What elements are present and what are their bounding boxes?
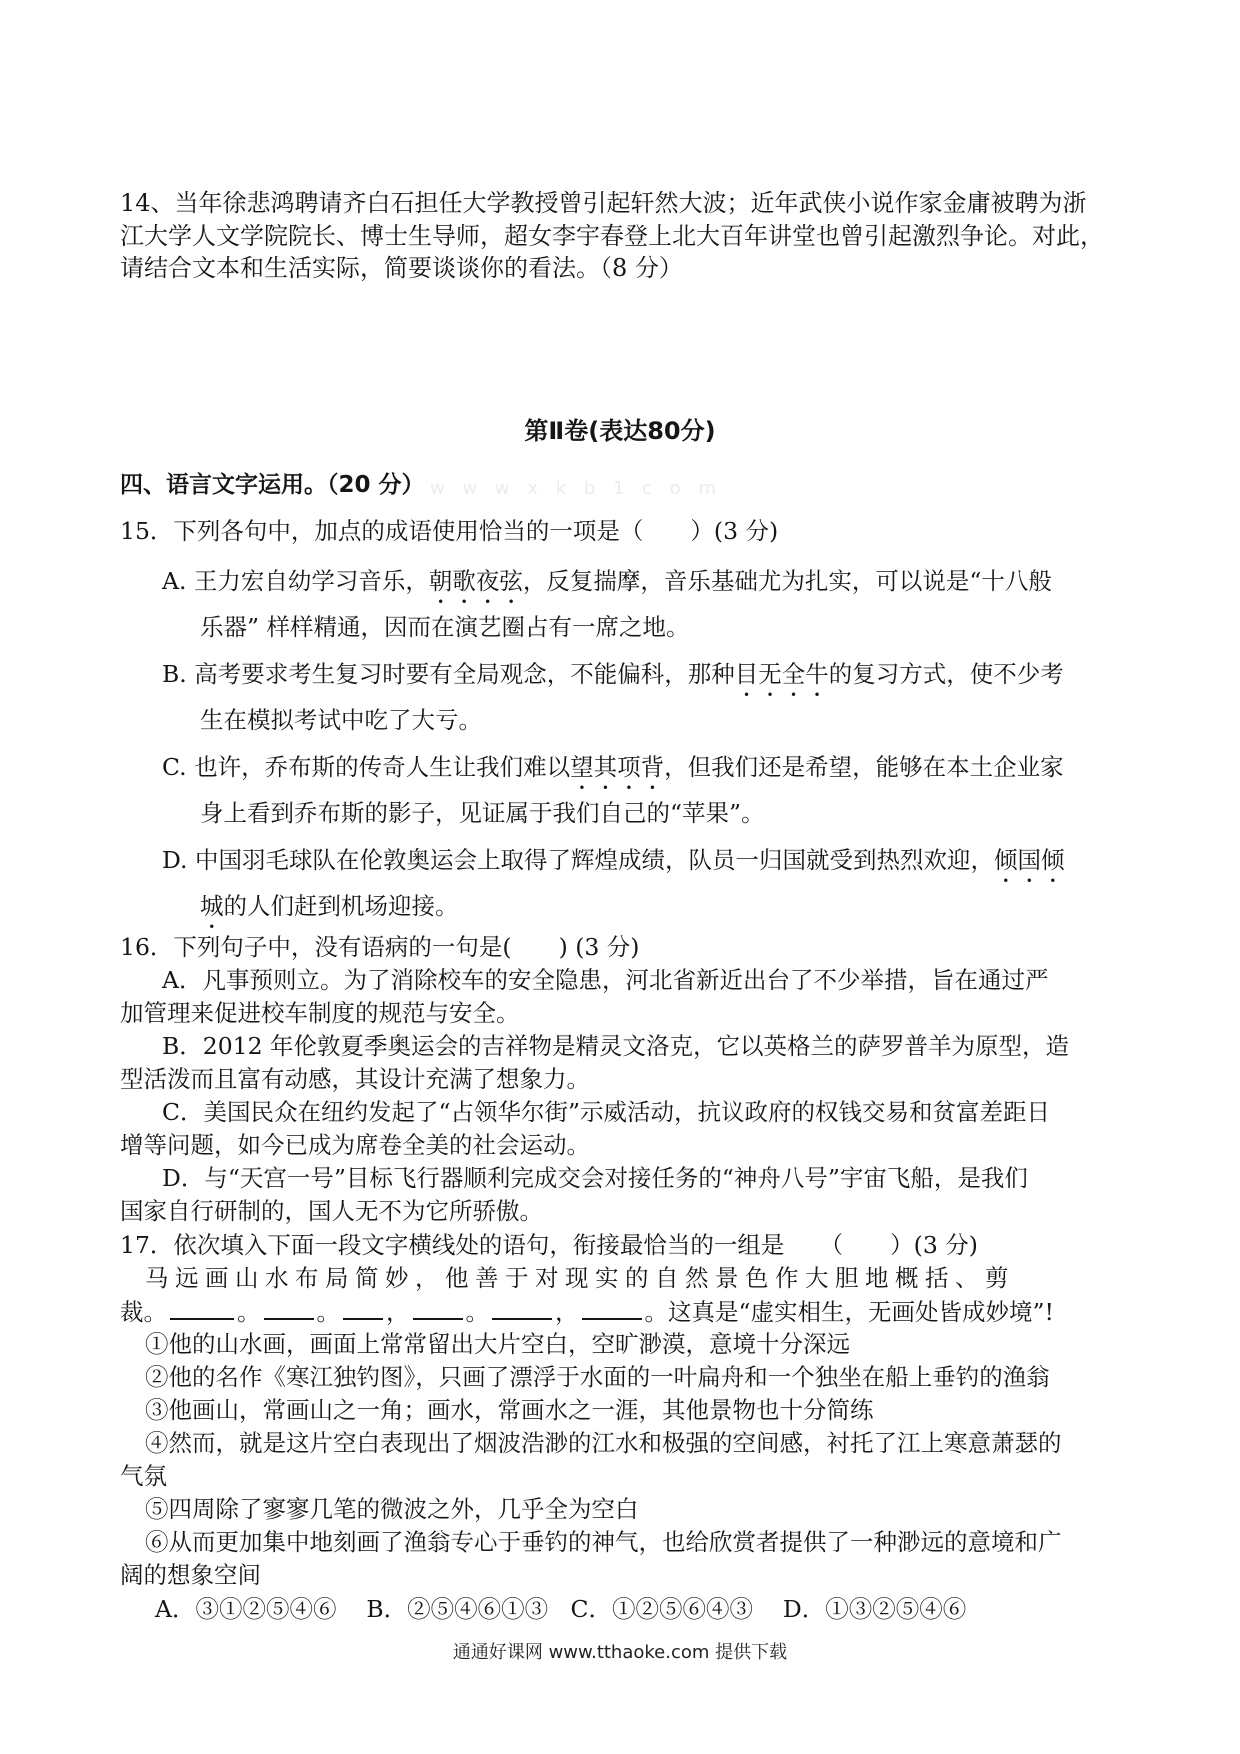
q15-b-idiom: 目无全牛: [734, 660, 829, 688]
q17-sentence-5: ⑤四周除了寥寥几笔的微波之外，几乎全为空白: [145, 1495, 639, 1523]
q15-a-idiom: 朝歌夜弦: [428, 567, 523, 595]
q16-option-b: B．2012 年伦敦夏季奥运会的吉祥物是精灵文洛克，它以英格兰的萨罗普羊为原型，造: [162, 1032, 1070, 1060]
q16-option-d-cont: 国家自行研制的，国人无不为它所骄傲。: [120, 1197, 543, 1225]
q17-stem: 17．依次填入下面一段文字横线处的语句，衔接最恰当的一组是 （ ）(3 分): [120, 1231, 978, 1259]
q17-separator: 。: [237, 1298, 261, 1326]
q17-passage-text-rest: 。这真是“虚实相生，无画处皆成妙境”!: [644, 1298, 1054, 1326]
q14-line-3: 请结合文本和生活实际，简要谈谈你的看法。（8 分）: [120, 254, 683, 282]
q15-a-text-rest: ，反复揣摩，音乐基础尤为扎实，可以说是“十八般: [522, 567, 1052, 595]
q17-passage-line-2: [120, 1294, 1054, 1329]
footer: 通通好课网 www.tthaoke.com 提供下载: [452, 1642, 788, 1663]
q16-option-b-cont: 型活泼而且富有动感，其设计充满了想象力。: [120, 1065, 590, 1093]
q14-line-1: 14、当年徐悲鸿聘请齐白石担任大学教授曾引起轩然大波；近年武侠小说作家金庸被聘为浙: [120, 189, 1087, 217]
q17-blank-5[interactable]: [492, 1294, 552, 1320]
q15-d-text: D. 中国羽毛球队在伦敦奥运会上取得了辉煌成绩，队员一归国就受到热烈欢迎，: [162, 846, 994, 874]
q15-option-d: [162, 843, 1064, 888]
q15-option-a: [162, 564, 1052, 609]
q17-separator: 。: [465, 1298, 489, 1326]
q15-d-idiom-cont: 城: [200, 892, 224, 920]
q15-d-idiom: 倾国倾: [993, 846, 1065, 874]
q14-line-2: 江大学人文学院院长、博士生导师，超女李宇春登上北大百年讲堂也曾引起激烈争论。对此，: [120, 222, 1104, 250]
q17-blank-3[interactable]: [343, 1294, 383, 1320]
q17-answer-options: A．③①②⑤④⑥ B．②⑤④⑥①③ C．①②⑤⑥④③ D．①③②⑤④⑥: [155, 1595, 967, 1623]
q17-separator: ，: [555, 1298, 579, 1326]
q15-option-a-cont: 乐器” 样样精通，因而在演艺圈占有一席之地。: [200, 613, 690, 641]
q15-a-text: A. 王力宏自幼学习音乐，: [162, 567, 429, 595]
q17-blank-1[interactable]: [170, 1294, 234, 1320]
q17-blank-4[interactable]: [413, 1294, 463, 1320]
q16-option-a-cont: 加管理来促进校车制度的规范与安全。: [120, 999, 520, 1027]
q17-sentence-1: ①他的山水画，画面上常常留出大片空白，空旷渺漠，意境十分深远: [145, 1330, 850, 1358]
q15-b-text: B. 高考要求考生复习时要有全局观念，不能偏科，那种: [162, 660, 735, 688]
q16-option-d: D．与“天宫一号”目标飞行器顺利完成交会对接任务的“神舟八号”宇宙飞船，是我们: [162, 1164, 1028, 1192]
q17-passage-line-1: 马远画山水布局简妙，他善于对现实的自然景色作大胆地概括、剪: [145, 1264, 1015, 1292]
q17-sentence-4-cont: 气氛: [120, 1462, 167, 1490]
q15-c-idiom: 望其项背: [570, 753, 665, 781]
q16-option-c: C．美国民众在纽约发起了“占领华尔街”示威活动，抗议政府的权钱交易和贫富差距日: [162, 1098, 1051, 1126]
q17-blank-2[interactable]: [264, 1294, 314, 1320]
q15-c-text: C. 也许，乔布斯的传奇人生让我们难以: [162, 753, 571, 781]
q15-option-c: [162, 750, 1064, 795]
q17-blank-6[interactable]: [582, 1294, 642, 1320]
q17-sentence-6-cont: 阔的想象空间: [120, 1561, 261, 1589]
q15-d-text-rest: 的人们赶到机场迎接。: [223, 892, 459, 920]
q15-option-d-cont: [200, 889, 459, 934]
q17-sentence-4: ④然而，就是这片空白表现出了烟波浩渺的江水和极强的空间感，衬托了江上寒意萧瑟的: [145, 1429, 1062, 1457]
q15-stem: 15．下列各句中，加点的成语使用恰当的一项是（ ）(3 分): [120, 517, 779, 545]
q16-stem: 16．下列句子中，没有语病的一句是( ) (3 分): [120, 933, 640, 961]
q17-sentence-3: ③他画山，常画山之一角；画水，常画水之一涯，其他景物也十分简练: [145, 1396, 874, 1424]
q15-b-text-rest: 的复习方式，使不少考: [828, 660, 1064, 688]
q16-option-a: A．凡事预则立。为了消除校车的安全隐患，河北省新近出台了不少举措，旨在通过严: [162, 966, 1049, 994]
q17-separator: ，: [386, 1298, 410, 1326]
q15-option-c-cont: 身上看到乔布斯的影子，见证属于我们自己的“苹果”。: [200, 799, 765, 827]
section-title: 第Ⅱ卷(表达80分): [524, 417, 716, 445]
q16-option-c-cont: 增等问题，如今已成为席卷全美的社会运动。: [120, 1131, 590, 1159]
q17-separator: 。: [316, 1298, 340, 1326]
q15-option-b: [162, 657, 1064, 702]
q17-sentence-2: ②他的名作《寒江独钓图》，只画了漂浮于水面的一叶扁舟和一个独坐在船上垂钓的渔翁: [145, 1363, 1050, 1391]
q17-passage-text: 裁。: [120, 1298, 167, 1326]
part-heading: 四、语言文字运用。（20 分）: [120, 472, 425, 498]
q15-c-text-rest: ，但我们还是希望，能够在本土企业家: [664, 753, 1064, 781]
q15-option-b-cont: 生在模拟考试中吃了大亏。: [200, 706, 482, 734]
watermark: w w w x k b 1 c o m: [430, 478, 723, 499]
q17-sentence-6: ⑥从而更加集中地刻画了渔翁专心于垂钓的神气，也给欣赏者提供了一种渺远的意境和广: [145, 1528, 1062, 1556]
